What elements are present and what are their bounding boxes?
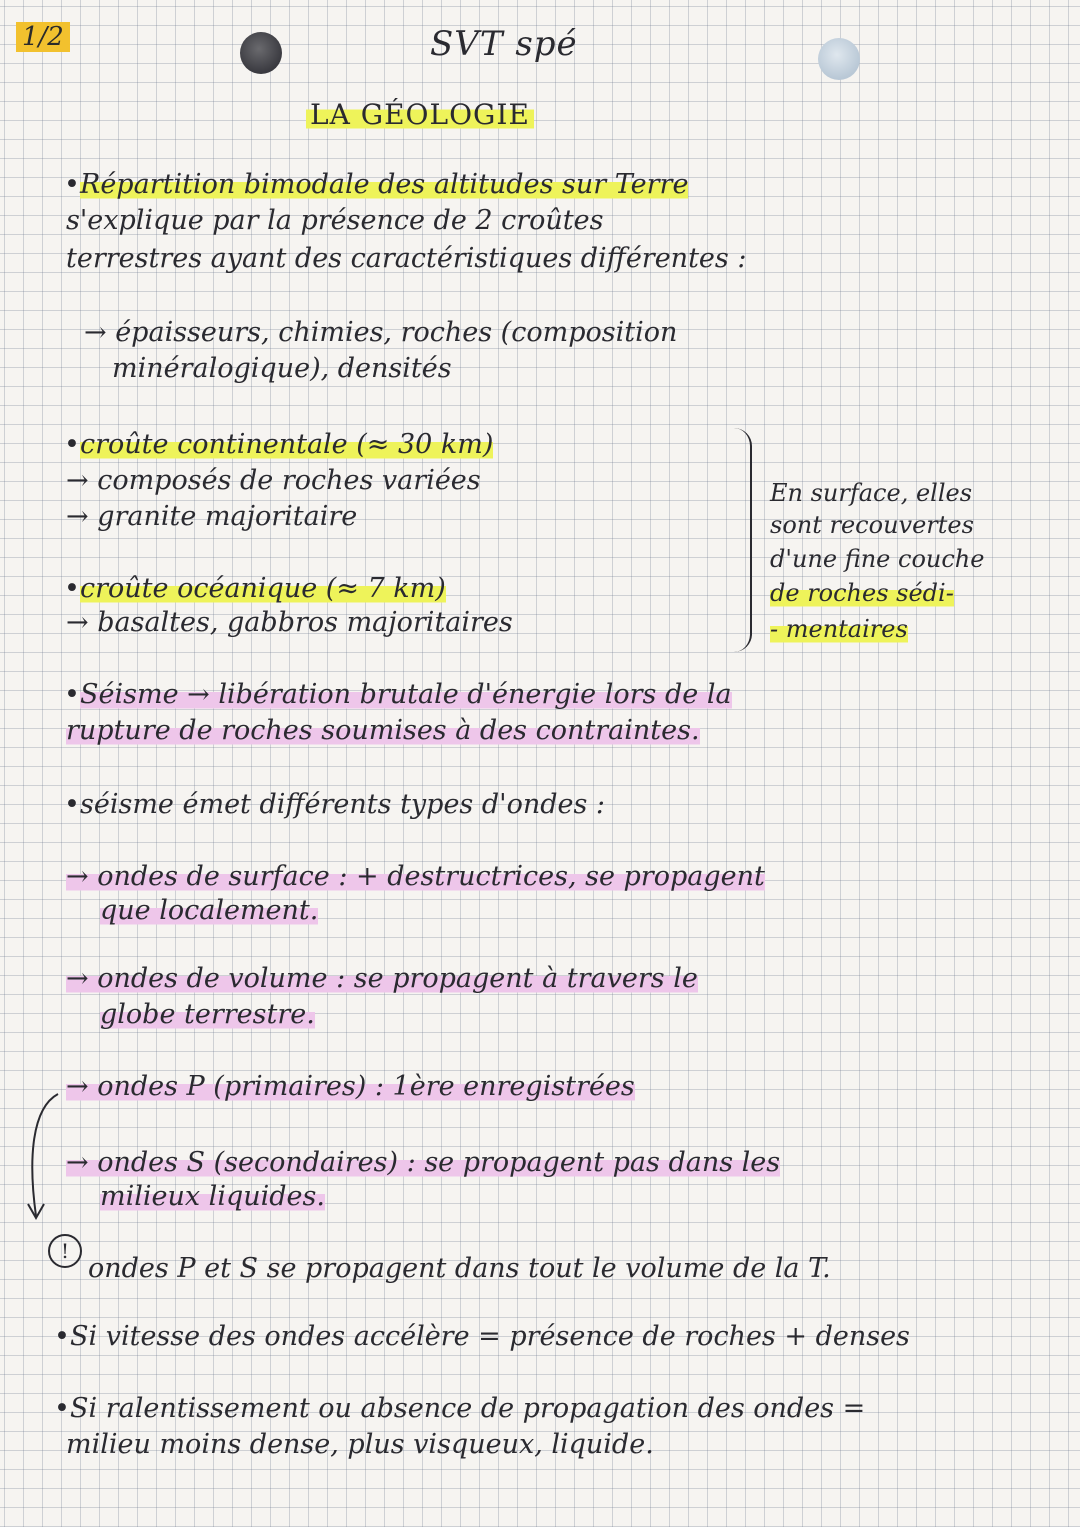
note-line: → composés de roches variées <box>66 465 481 496</box>
note-line: • croûte continentale (≈ 30 km) <box>80 430 493 460</box>
page-number: 1/2 <box>16 22 70 52</box>
note-line: → basaltes, gabbros majoritaires <box>66 607 513 638</box>
side-note-line: d'une fine couche <box>770 545 985 573</box>
note-line: → ondes de volume : se propagent à travers le <box>66 963 698 994</box>
note-line: ondes P et S se propagent dans tout le volume de la T. <box>88 1253 831 1284</box>
punch-hole-right <box>818 38 860 80</box>
note-line: terrestres ayant des caractéristiques différentes : <box>66 243 747 274</box>
side-note-line: - mentaires <box>770 615 908 643</box>
note-line: → ondes P (primaires) : 1ère enregistrées <box>66 1071 635 1102</box>
side-note-line: de roches sédi- <box>770 579 954 607</box>
note-line: milieux liquides. <box>100 1181 325 1212</box>
note-line: • Séisme → libération brutale d'énergie lors de la <box>80 680 732 710</box>
note-line: minéralogique), densités <box>112 353 452 384</box>
note-line: s'explique par la présence de 2 croûtes <box>66 205 604 236</box>
note-line: → ondes S (secondaires) : se propagent pas dans les <box>66 1147 781 1178</box>
side-note-line: En surface, elles <box>770 479 973 507</box>
note-line: • Si vitesse des ondes accélère = présence de roches + denses <box>70 1322 910 1352</box>
note-line: milieu moins dense, plus visqueux, liquide. <box>66 1429 654 1460</box>
note-line: que localement. <box>100 895 319 926</box>
side-note-line: sont recouvertes <box>770 511 974 539</box>
page-title: LA GÉOLOGIE <box>306 98 534 131</box>
curly-brace <box>730 428 752 652</box>
subject-heading: SVT spé <box>430 24 578 64</box>
note-line: • Si ralentissement ou absence de propagation des ondes = <box>70 1394 865 1424</box>
note-line: • séisme émet différents types d'ondes : <box>80 790 605 820</box>
note-line: • Répartition bimodale des altitudes sur Terre <box>80 170 688 200</box>
note-line: → épaisseurs, chimies, roches (composition <box>84 317 678 348</box>
note-line: globe terrestre. <box>100 999 315 1030</box>
warning-icon: ! <box>48 1234 82 1268</box>
note-line: rupture de roches soumises à des contraintes. <box>66 715 700 746</box>
note-line: → ondes de surface : + destructrices, se propagent <box>66 861 765 892</box>
punch-hole-left <box>240 32 282 74</box>
note-line: → granite majoritaire <box>66 501 358 532</box>
note-line: • croûte océanique (≈ 7 km) <box>80 574 446 604</box>
curved-arrow-icon <box>22 1088 62 1228</box>
